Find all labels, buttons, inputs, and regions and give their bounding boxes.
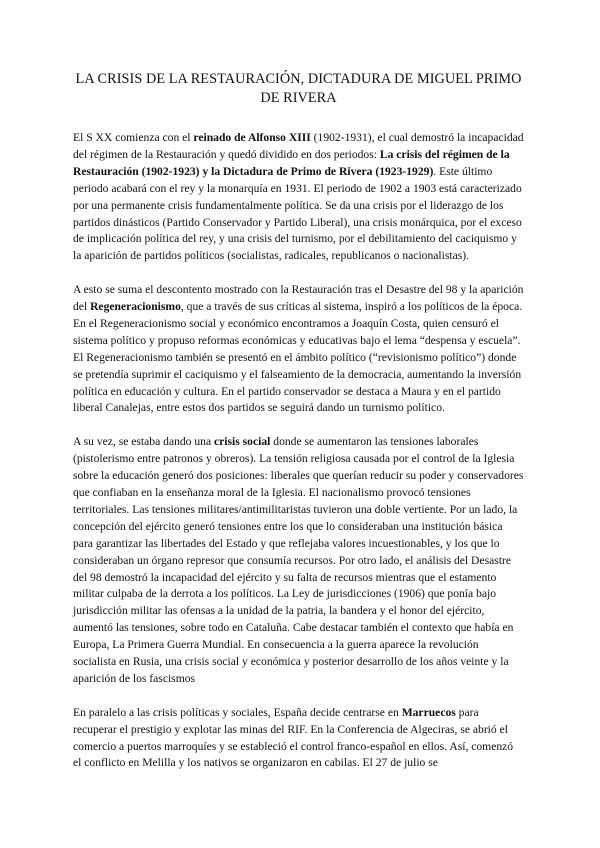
p4-text-c: donde se aumentaron las tensiones laborales (pistolerismo entre patronos y obreros). La tensión religiosa causada por el control de la Iglesia sobre la educación generó dos posiciones: liberales que querían reducir su poder y conservadores que confiaban en la enseñanza moral de la Iglesia. El nacionalismo provocó tensiones territoriales. Las tensiones militares/antimilitaristas tuvieron una doble vertiente. Por un lado, la concepción del ejército generó tensiones entre los que lo consideraban una institución básica para garantizar las libertades del Estado y que reflejaba valores incuestionables, y los que lo consideraban un órgano represor que consumía recursos. Por otro lado, el análisis del Desastre del 98 demostró la incapacidad del ejército y su falta de recursos mientras que el estamento militar culpaba de la derrota a los políticos. La Ley de jurisdicciones (1906) que ponía bajo jurisdicción militar las ofensas a la unidad de la patria, la bandera y el honor del ejército, aumentó las tensiones, sobre todo en Cataluña. Cabe destacar también el contexto que había en Europa, La Primera Guerra Mundial. En consecuencia a la guerra aparece la revolución socialista en Rusia, una crisis social y económica y posterior desarrollo de los años veinte y la aparición de los fascismos	[73, 435, 524, 685]
paragraph-gap	[73, 688, 524, 705]
paragraph-4	[73, 434, 524, 688]
p5-text-a: En paralelo a las crisis políticas y sociales, España decide centrarse en	[73, 705, 402, 719]
p5-text-c: para recuperar el prestigio y explotar las minas del RIF. En la Conferencia de Algeciras, se abrió el comercio a puertos marroquíes y se estableció el control franco-español en ellos. Así, comenzó el conflicto en Melilla y los nativos se organizaron en cabilas. El 27 de julio se	[73, 705, 514, 770]
p2-text-c: , que a través de sus críticas al sistema, inspiró a los políticos de la época. En el Regeneracionismo social y económico encontramos a Joaquín Costa, quien censuró el sistema político y propuso reformas económicas y educativas bajo el lema “despensa y escuela”.	[73, 300, 523, 347]
title-line-1: LA CRISIS DE LA RESTAURACIÓN, DICTADURA DE MIGUEL PRIMO	[75, 71, 522, 87]
paragraph-gap	[73, 417, 524, 434]
p1-text-d: . Este último periodo acabará con el rey y la monarquía en 1931. El periodo de 1902 a 1903 está caracterizado por una permanente crisis fundamentalmente política. Se da una crisis por el liderazgo de los partidos dinásticos (Partido Conservador y Partido Liberal), una crisis monárquica, por el exceso de implicación política del rey, y una crisis del turnismo, por el debilitamiento del caciquismo y la aparición de partidos políticos (socialistas, radicales, republicanos o nacionalistas).	[73, 164, 522, 263]
p1-text-c: (1902-1931), el cual demostró la incapacidad del régimen de la Restauración y quedó dividido en dos periodos:	[73, 131, 524, 161]
p4-text-a: A su vez, se estaba dando una	[73, 435, 215, 449]
paragraph-1	[73, 130, 524, 265]
document-title	[73, 70, 524, 108]
paragraph-gap	[73, 265, 524, 282]
p2-bold-regeneracionismo: Regeneracionismo	[90, 300, 181, 314]
p4-bold-crisis-social: crisis social	[214, 435, 271, 449]
title-line-2: DE RIVERA	[260, 90, 337, 106]
paragraph-5	[73, 705, 524, 773]
p1-bold-reinado: reinado de Alfonso XIII	[193, 131, 311, 144]
paragraph-2	[73, 282, 524, 350]
p5-bold-marruecos: Marruecos	[401, 705, 456, 719]
paragraph-3: El Regeneracionismo también se presentó en el ámbito político (“revisionismo político”) donde se pretendía suprimir el caciquismo y el falseamiento de la democracia, aumentando la inversión política en educación y cultura. En el partido conservador se destaca a Maura y en el partido liberal Canalejas, entre estos dos partidos se seguirá dando un turnismo político.	[73, 350, 522, 415]
p1-text-a: El S XX comienza con el	[73, 131, 194, 144]
p1-bold-periodos: La crisis del régimen de la Restauración (1902-1923) y la Dictadura de Primo de Rivera (1923-1929)	[73, 147, 510, 178]
p2-text-a: A esto se suma el descontento mostrado con la Restauración tras el Desastre del 98 y la aparición del	[73, 283, 524, 314]
